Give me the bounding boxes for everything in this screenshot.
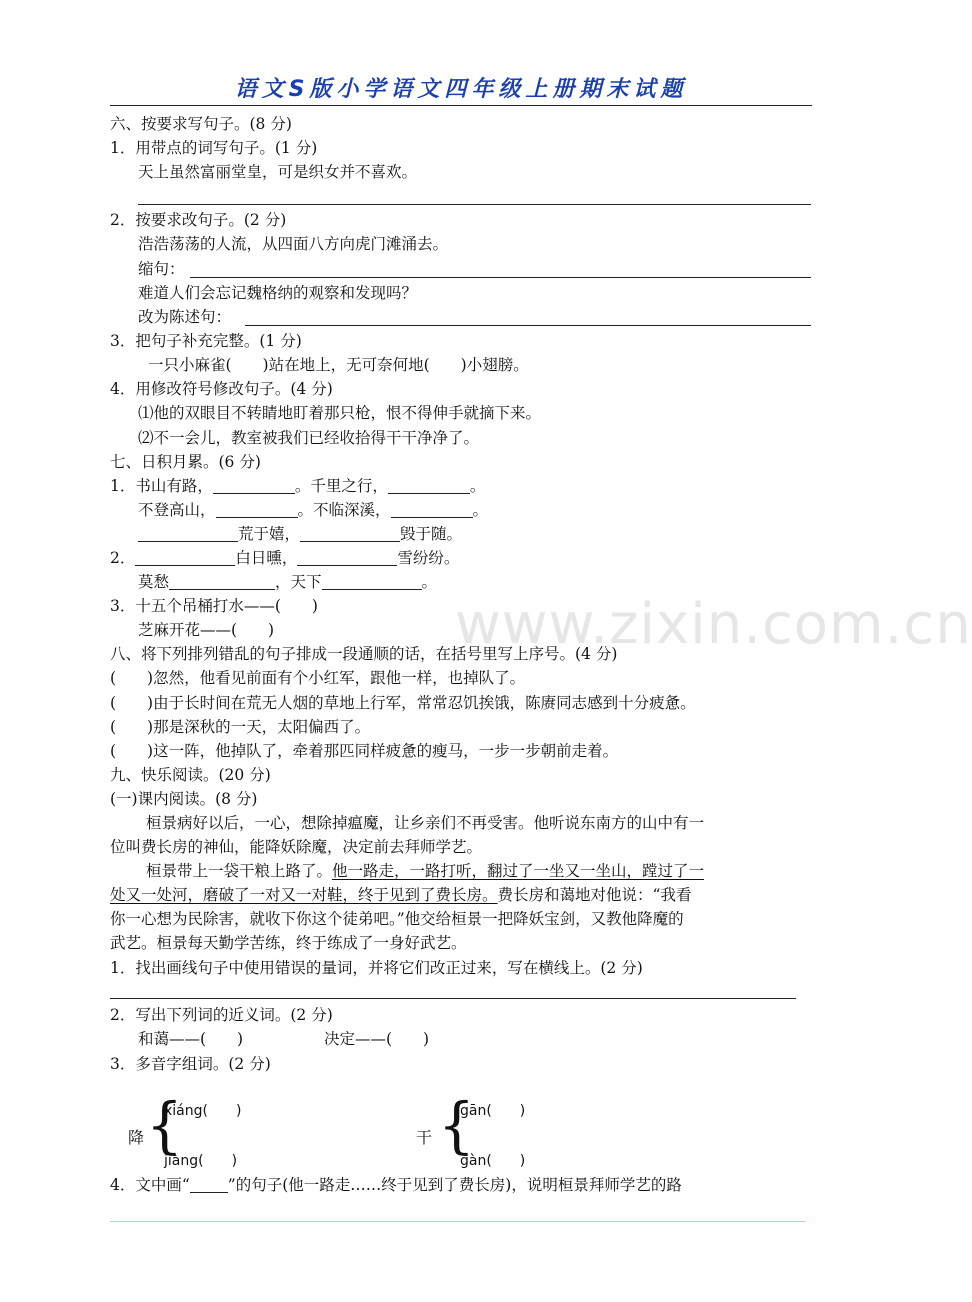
s9-q3-brace-1: {: [146, 1089, 183, 1161]
s8-item-4: ( )这一阵，他掉队了，牵着那匹同样疲惫的瘦马，一步一步朝前走着。: [110, 742, 619, 760]
s7-q1-l3-text-b: 毁于随。: [400, 525, 463, 543]
s7-q1-l2-blank-1[interactable]: [216, 502, 298, 519]
s7-q2-l1-text-b: 白日曛，: [235, 549, 298, 567]
s7-q1-l1-blank-1[interactable]: [213, 478, 295, 495]
s6-q4-label: 4．用修改符号修改句子。(4 分): [110, 380, 333, 398]
s6-q4-sentence-1: ⑴他的双眼目不转睛地盯着那只枪，恨不得伸手就摘下来。: [138, 404, 542, 422]
s9-q1-label: 1．找出画线句子中使用错误的量词，并将它们改正过来，写在横线上。(2 分): [110, 959, 643, 977]
page-header-title: 语文S版小学语文四年级上册期末试题: [234, 77, 688, 102]
s6-q2-statement-answer-line[interactable]: [245, 325, 811, 326]
s7-q1-line-1: [110, 475, 485, 497]
s9-p2-l2-plain: 费长房和蔼地对他说：“我看: [497, 886, 692, 904]
s6-q2-label: 2．按要求改句子。(2 分): [110, 211, 287, 229]
s7-q1-l2-text-a: 不登高山，: [138, 501, 216, 519]
s7-q1-l2-text-c: 。: [472, 501, 489, 519]
s9-sub1-heading: (一)课内阅读。(8 分): [110, 790, 258, 808]
s7-q1-l1-text-c: 。: [469, 477, 486, 495]
s7-q2-l2-blank-1[interactable]: [169, 574, 275, 591]
s6-q4-sentence-2: ⑵不一会儿，教室被我们已经收拾得干干净净了。: [138, 429, 480, 447]
s7-q2-l2-text-b: ，天下: [275, 573, 322, 591]
s9-q3-char-2: 干: [416, 1128, 433, 1147]
s9-q2-item-b: 决定——( ): [324, 1030, 430, 1048]
s9-passage-p1-line-2: 位叫费长房的神仙，能降妖除魔，决定前去拜师学艺。: [110, 838, 483, 856]
s9-p2-l2-underlined: 处又一处河，磨破了一对又一对鞋，终于见到了费长房。: [110, 886, 498, 904]
s9-p2-l1-underlined: 他一路走，一路打听，翻过了一坐又一坐山，蹚过了一: [332, 862, 705, 880]
s9-passage-p2-line-2: [110, 884, 691, 906]
s9-q4-line: [110, 1174, 682, 1196]
s7-q1-l3-blank-1[interactable]: [138, 526, 238, 543]
s7-q2-l1-blank-1[interactable]: [135, 550, 235, 567]
s7-q1-l1-text-a: 1．书山有路，: [110, 477, 213, 495]
s6-q2-shrink-label: 缩句：: [138, 260, 185, 278]
s6-q2-statement-label: 改为陈述句：: [138, 308, 232, 326]
s7-q1-line-3: [138, 523, 462, 545]
s8-item-1: ( )忽然，他看见前面有个小红军，跟他一样，也掉队了。: [110, 669, 526, 687]
s9-q2-label: 2．写出下列词的近义词。(2 分): [110, 1006, 333, 1024]
s6-q3-label: 3．把句子补充完整。(1 分): [110, 332, 302, 350]
s9-q3-char-1: 降: [128, 1128, 145, 1147]
s7-q1-l3-text-a: 荒于嬉，: [238, 525, 301, 543]
section-8-heading: 八、将下列排列错乱的句子排成一段通顺的话，在括号里写上序号。(4 分): [110, 645, 618, 663]
s9-q3-char-1-reading-1: xiáng( ): [164, 1103, 242, 1119]
s7-q2-l1-blank-2[interactable]: [297, 550, 397, 567]
section-6-heading: 六、按要求写句子。(8 分): [110, 115, 292, 133]
s9-q3-brace-2: {: [438, 1089, 475, 1161]
watermark: www.zixin.com.cn: [455, 592, 972, 657]
s6-q2-sentence-1: 浩浩荡荡的人流，从四面八方向虎门滩涌去。: [138, 235, 449, 253]
s9-q4-underline-mark: [190, 1177, 228, 1194]
s6-q2-sentence-2: 难道人们会忘记魏格纳的观察和发现吗？: [138, 284, 418, 302]
s7-q2-l1-text-a: 2．: [110, 549, 136, 567]
s6-q1-sentence: 天上虽然富丽堂皇，可是织女并不喜欢。: [138, 163, 418, 181]
s9-passage-p1-line-1: 桓景病好以后，一心，想除掉瘟魔，让乡亲们不再受害。他听说东南方的山中有一: [146, 814, 705, 832]
s7-q2-l2-text-a: 莫愁: [138, 573, 170, 591]
s9-q4-text-a: 4．文中画“: [110, 1176, 190, 1194]
section-7-heading: 七、日积月累。(6 分): [110, 453, 261, 471]
s7-q1-l1-text-b: 。千里之行，: [294, 477, 388, 495]
s9-q2-item-a: 和蔼——( ): [138, 1030, 244, 1048]
s7-q1-l1-blank-2[interactable]: [388, 478, 470, 495]
s7-q3-line-1: 3．十五个吊桶打水——( ): [110, 597, 318, 615]
s7-q2-line-2: [138, 571, 437, 593]
section-9-heading: 九、快乐阅读。(20 分): [110, 766, 271, 784]
s6-q1-answer-line[interactable]: [138, 204, 811, 205]
footer-divider: [110, 1221, 805, 1222]
s7-q1-line-2: [138, 499, 488, 521]
s7-q2-line-1: [110, 547, 459, 569]
s6-q1-label: 1．用带点的词写句子。(1 分): [110, 139, 318, 157]
s9-q3-char-1-reading-2: jiàng( ): [164, 1153, 238, 1169]
s7-q3-line-2: 芝麻开花——( ): [138, 621, 275, 639]
s8-item-2: ( )由于长时间在荒无人烟的草地上行军，常常忍饥挨饿，陈赓同志感到十分疲惫。: [110, 694, 696, 712]
s9-q3-label: 3．多音字组词。(2 分): [110, 1055, 271, 1073]
s7-q2-l2-text-c: 。: [421, 573, 438, 591]
s9-q4-text-b: ”的句子(他一路走……终于见到了费长房)，说明桓景拜师学艺的路: [227, 1176, 682, 1194]
s7-q1-l3-blank-2[interactable]: [300, 526, 400, 543]
s8-item-3: ( )那是深秋的一天，太阳偏西了。: [110, 718, 371, 736]
s9-q3-char-2-reading-2: gàn( ): [460, 1153, 526, 1169]
s7-q2-l2-blank-2[interactable]: [322, 574, 422, 591]
s9-p2-l1-plain: 桓景带上一袋干粮上路了。: [146, 862, 333, 880]
s9-passage-p2-line-3: 你一心想为民除害，就收下你这个徒弟吧。”他交给桓景一把降妖宝剑，又教他降魔的: [110, 910, 684, 928]
s9-passage-p2-line-1: [146, 860, 704, 882]
s6-q3-sentence: 一只小麻雀( )站在地上，无可奈何地( )小翅膀。: [148, 356, 529, 374]
s7-q1-l2-blank-2[interactable]: [391, 502, 473, 519]
s9-q1-answer-line[interactable]: [110, 998, 796, 999]
s7-q2-l1-text-c: 雪纷纷。: [397, 549, 460, 567]
s7-q1-l2-text-b: 。不临深溪，: [297, 501, 391, 519]
s6-q2-shrink-answer-line[interactable]: [190, 277, 811, 278]
header-divider: [110, 105, 812, 106]
s9-passage-p2-line-4: 武艺。桓景每天勤学苦练，终于练成了一身好武艺。: [110, 934, 467, 952]
s9-q3-char-2-reading-1: gān( ): [460, 1103, 526, 1119]
